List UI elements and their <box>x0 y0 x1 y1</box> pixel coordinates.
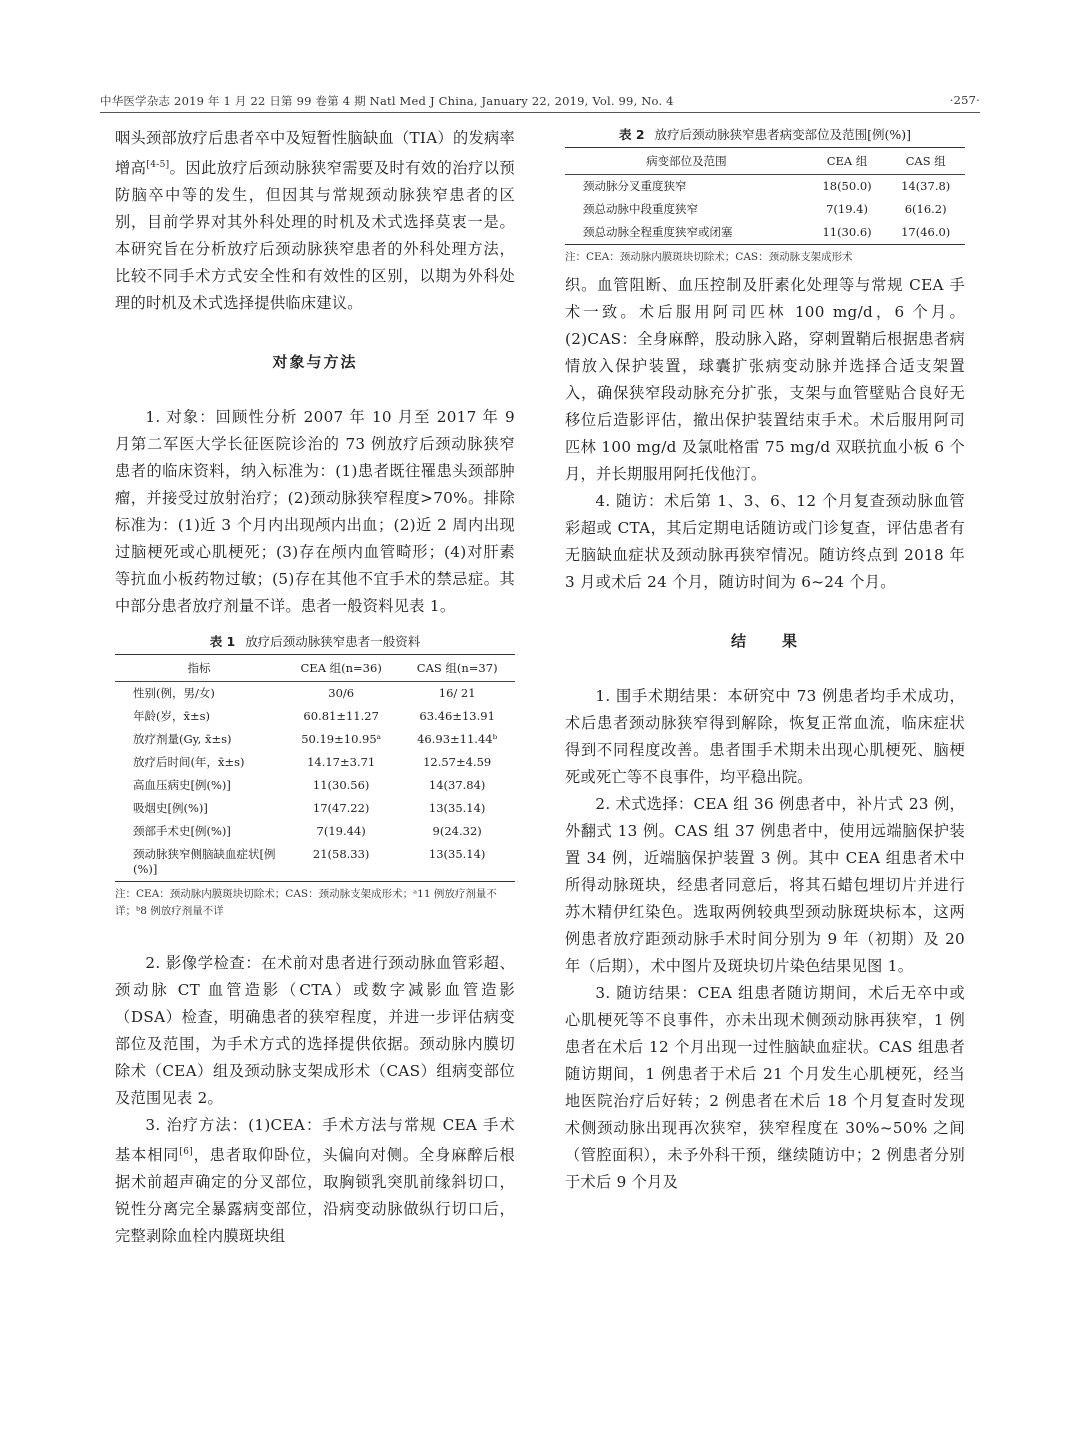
results-surgical-choice-paragraph: 2. 术式选择：CEA 组 36 例患者中，补片式 23 例，外翻式 13 例。CAS 组 37 例患者中，使用远端脑保护装置 34 例，近端脑保护装置 3 例。其中 CEA 组患者术中所得动脉斑块，经患者同意后，将其石蜡包埋切片并进行苏木精伊红染色。选取两例较典型颈动脉斑块标本，这两例患者放疗距颈动脉手术时间分别为 9 年（初期）及 20 年（后期），术中图片及斑块切片染色结果见图 1。 <box>565 795 965 975</box>
treatment-continued-paragraph: 织。血管阻断、血压控制及肝素化处理等与常规 CEA 手术一致。术后服用阿司匹林 100 mg/d，6 个月。(2)CAS：全身麻醉，股动脉入路，穿刺置鞘后根据患者病情放入保护装置，球囊扩张病变动脉并选择合适支架置入，确保狭窄段动脉充分扩张，支架与血管壁贴合良好无移位后造影评估，撤出保护装置结束手术。术后服用阿司匹林 100 mg/d 及氯吡格雷 75 mg/d 双联抗血小板 6 个月，并长期服用阿托伐他汀。 <box>565 276 965 483</box>
section-heading-results: 结 果 <box>730 632 799 650</box>
table-2-caption: 表 2 放疗后颈动脉狭窄患者病变部位及范围[例(%)] <box>619 127 911 142</box>
header-rule <box>100 112 980 113</box>
citation-ref[interactable]: [4-5] <box>146 160 170 170</box>
results-perioperative-paragraph: 1. 围手术期结果：本研究中 73 例患者均手术成功，术后患者颈动脉狭窄得到解除，恢复正常血流，临床症状得到不同程度改善。患者围手术期未出现心肌梗死、脑梗死或死亡等不良事件，均平稳出院。 <box>565 687 965 786</box>
intro-paragraph: 咽头颈部放疗后患者卒中及短暂性脑缺血（TIA）的发病率增高[4-5]。因此放疗后颈动脉狭窄需要及时有效的治疗以预防脑卒中等的发生，但因其与常规颈动脉狭窄患者的区别，目前学界对其外科处理的时机及术式选择莫衷一是。本研究旨在分析放疗后颈动脉狭窄患者的外科处理方法，比较不同手术方式安全性和有效性的区别，以期为外科处理的时机及术式选择提供临床建议。 <box>115 129 515 313</box>
table-row: 年龄(岁，x̄±s) 60.81±11.27 63.46±13.91 <box>133 709 495 724</box>
table-header-cell: CAS 组 <box>905 154 946 168</box>
table-header-cell: CEA 组 <box>826 154 868 168</box>
section-heading-methods: 对象与方法 <box>272 353 358 372</box>
table-row: 颈总动脉全程重度狭窄或闭塞 11(30.6) 17(46.0) <box>565 221 965 245</box>
table-row: 颈动脉分叉重度狭窄 18(50.0) 14(37.8) <box>583 179 951 193</box>
table-header-cell: CEA 组(n=36) <box>300 661 382 676</box>
table-1 <box>115 632 515 920</box>
table-row: 颈总动脉中段重度狭窄 7(19.4) 6(16.2) <box>583 202 947 216</box>
table-row: 性别(例，男/女) 30/6 16/ 21 <box>133 686 476 701</box>
citation-ref[interactable]: [6] <box>179 1147 194 1158</box>
subjects-paragraph: 1. 对象：回顾性分析 2007 年 10 月至 2017 年 9 月第二军医大学长征医院诊治的 73 例放疗后颈动脉狭窄患者的临床资料，纳入标准为：(1)患者既往罹患头颈部肿瘤，并接受过放射治疗；(2)颈动脉狭窄程度>70%。排除标准为：(1)近 3 个月内出现颅内出血；(2)近 2 周内出现过脑梗死或心肌梗死；(3)存在颅内血管畸形；(4)对肝素等抗血小板药物过敏；(5)存在其他不宜手术的禁忌症。其中部分患者放疗剂量不详。患者一般资料见表 1。 <box>115 408 515 616</box>
table-header-cell: 病变部位及范围 <box>646 154 727 168</box>
table-header-cell: CAS 组(n=37) <box>416 661 498 676</box>
treatment-paragraph: 3. 治疗方法：(1)CEA：手术方法与常规 CEA 手术基本相同[6]，患者取仰卧位，头偏向对侧。全身麻醉后根据术前超声确定的分叉部位，取胸锁乳突肌前缘斜切口，锐性分离完全暴露病变部位，沿病变动脉做纵行切口后，完整剥除血栓内膜斑块组 <box>115 1116 515 1246</box>
table-row: 颈动脉狭窄侧脑缺血症状[例(%)] 21(58.33) 13(35.14) <box>115 843 515 882</box>
table-1-note: 注：CEA：颈动脉内膜斑块切除术；CAS：颈动脉支架成形术；ᵃ11 例放疗剂量不详；ᵇ8 例放疗剂量不详 <box>115 888 497 918</box>
table-2-note: 注：CEA：颈动脉内膜斑块切除术；CAS：颈动脉支架成形术 <box>565 251 853 263</box>
table-header-row <box>115 655 515 682</box>
running-header <box>100 93 980 109</box>
table-header-row <box>565 148 965 175</box>
table-row: 吸烟史[例(%)] 17(47.22) 13(35.14) <box>133 801 486 816</box>
journal-citation: 中华医学杂志 2019 年 1 月 22 日第 99 卷第 4 期 Natl Med J China, January 22, 2019, Vol. 99, No. 4 <box>100 94 674 108</box>
left-column <box>115 125 515 1250</box>
table-row: 高血压病史[例(%)] 11(30.56) 14(37.84) <box>133 778 486 793</box>
results-followup-paragraph: 3. 随访结果：CEA 组患者随访期间，术后无卒中或心肌梗死等不良事件，亦未出现术侧颈动脉再狭窄，1 例患者在术后 12 个月出现一过性脑缺血症状。CAS 组患者随访期间，1 例患者于术后 21 个月发生心肌梗死，经当地医院治疗后好转；2 例患者在术后 18 个月复查时发现术侧颈动脉出现再次狭窄，狭窄程度在 30%~50% 之间（管腔面积），未予外科干预，继续随访中；2 例患者分别于术后 9 个月及 <box>565 984 965 1191</box>
table-1-caption: 表 1 放疗后颈动脉狭窄患者一般资料 <box>209 634 421 650</box>
table-2 <box>565 125 965 266</box>
table-row: 放疗后时间(年，x̄±s) 14.17±3.71 12.57±4.59 <box>133 755 492 770</box>
right-column <box>565 125 965 1196</box>
table-header-cell: 指标 <box>187 661 211 676</box>
imaging-paragraph: 2. 影像学检查：在术前对患者进行颈动脉血管彩超、颈动脉 CT 血管造影（CTA）或数字减影血管造影（DSA）检查，明确患者的狭窄程度，并进一步评估病变部位及范围，为手术方式的选择提供依据。颈动脉内膜切除术（CEA）组及颈动脉支架成形术（CAS）组病变部位及范围见表 2。 <box>115 954 515 1108</box>
page-number: ·257· <box>949 93 980 107</box>
table-row: 放疗剂量(Gy, x̄±s) 50.19±10.95ᵃ 46.93±11.44ᵇ <box>133 732 498 747</box>
table-row: 颈部手术史[例(%)] 7(19.44) 9(24.32) <box>133 824 482 839</box>
followup-paragraph: 4. 随访：术后第 1、3、6、12 个月复查颈动脉血管彩超或 CTA，其后定期电话随访或门诊复查，评估患者有无脑缺血症状及颈动脉再狭窄情况。随访终点到 2018 年 3 月或术后 24 个月，随访时间为 6~24 个月。 <box>565 492 965 591</box>
